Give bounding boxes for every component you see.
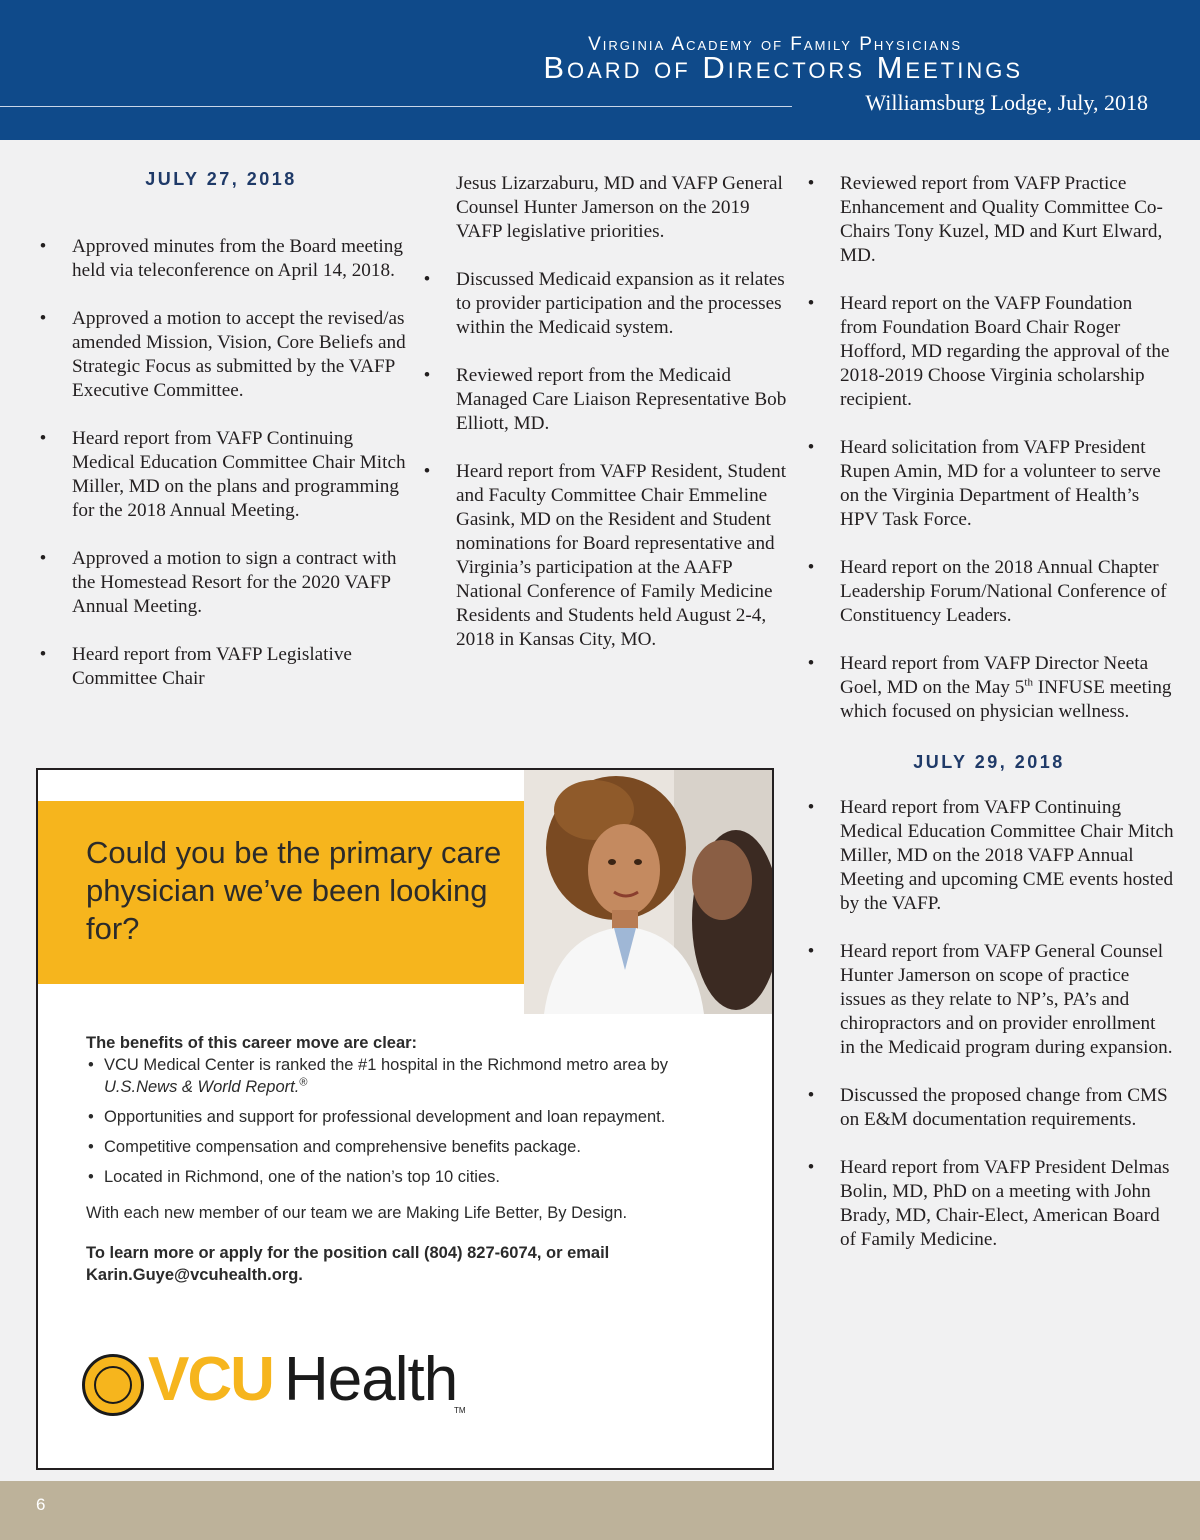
vcu-health-advertisement (36, 768, 774, 1470)
list-item: • Heard report on the VAFP Foundation from Foundation Board Chair Roger Hofford, MD regarding the approval of the 2018-2019 Choose Virginia scholarship recipient. (807, 293, 1170, 410)
list-item: • Heard report from VAFP Continuing Medical Education Committee Chair Mitch Miller, MD on the plans and programming for the 2018 Annual Meeting. (39, 428, 406, 521)
list-item: • Discussed the proposed change from CMS on E&M documentation requirements. (807, 1085, 1168, 1130)
list-item: • Competitive compensation and comprehensive benefits package. (88, 1138, 581, 1156)
list-item: • Approved minutes from the Board meeting held via teleconference on April 14, 2018. (39, 236, 403, 281)
list-item: • Heard report from VAFP Director Neeta Goel, MD on the May 5th INFUSE meeting which focused on physician wellness. (807, 653, 1172, 722)
ad-body (86, 1032, 736, 1286)
list-item: • Heard report from VAFP Resident, Student and Faculty Committee Chair Emmeline Gasink, MD on the Resident and Student nominations for Board representative and Virginia’s participation at the AAFP National Conference of Family Medicine Residents and Students held August 2-4, 2018 in Kansas City, MO. (423, 461, 787, 650)
logo-trademark: TM (454, 1406, 466, 1415)
section-date-july-27: JULY 27, 2018 (145, 169, 297, 189)
list-item: • Located in Richmond, one of the nation’s top 10 cities. (88, 1168, 500, 1186)
list-item: • Heard report from VAFP President Delmas Bolin, MD, PhD on a meeting with John Brady, MD, Chair-Elect, American Board of Family Medicine. (807, 1157, 1170, 1250)
page-footer (0, 1481, 1200, 1540)
header-rule (0, 106, 792, 107)
list-item: • Approved a motion to sign a contract with the Homestead Resort for the 2020 VAFP Annual Meeting. (39, 548, 397, 617)
list-item: • Reviewed report from the Medicaid Managed Care Liaison Representative Bob Elliott, MD. (423, 365, 787, 434)
list-item: • Opportunities and support for professional development and loan repayment. (88, 1108, 666, 1126)
physician-photo (524, 770, 772, 1014)
university-seal-icon (82, 1354, 144, 1416)
list-item: • Discussed Medicaid expansion as it relates to provider participation and the processes within the Medicaid system. (423, 269, 785, 338)
ad-headline: Could you be the primary care physician we’ve been looking for? (86, 835, 502, 946)
column-2 (420, 172, 790, 676)
section-date-july-29: JULY 29, 2018 (913, 752, 1065, 772)
logo-health: Health (284, 1345, 458, 1414)
column-3 (804, 172, 1174, 1276)
page-number: 6 (36, 1495, 46, 1514)
list-item: • Heard solicitation from VAFP President Rupen Amin, MD for a volunteer to serve on the Virginia Department of Health’s HPV Task Force. (807, 437, 1161, 530)
list-item: • Heard report from VAFP General Counsel Hunter Jamerson on scope of practice issues as they relate to NP’s, PA’s and chiropractors and on provider enrollment in the Medicaid program during expansion. (807, 941, 1173, 1058)
july-27-list-cont (420, 268, 790, 652)
list-item: • Heard report from VAFP Continuing Medical Education Committee Chair Mitch Miller, MD on the 2018 VAFP Annual Meeting and upcoming CME events hosted by the VAFP. (807, 797, 1174, 914)
list-item: • VCU Medical Center is ranked the #1 hospital in the Richmond metro area by U.S.News & World Report.® (88, 1056, 669, 1096)
benefits-heading: The benefits of this career move are clear: (86, 1034, 418, 1052)
organization-name: Virginia Academy of Family Physicians (588, 34, 962, 55)
july-29-list (804, 796, 1174, 1252)
page-subtitle: Williamsburg Lodge, July, 2018 (865, 90, 1148, 115)
page-title: Board of Directors Meetings (543, 50, 1023, 85)
list-item: • Reviewed report from VAFP Practice Enhancement and Quality Committee Co-Chairs Tony Kuzel, MD and Kurt Elward, MD. (807, 173, 1163, 266)
column-1 (36, 165, 406, 715)
benefits-list (86, 1054, 736, 1188)
ad-tagline: With each new member of our team we are Making Life Better, By Design. (86, 1204, 628, 1222)
list-item: • Approved a motion to accept the revised/as amended Mission, Vision, Core Beliefs and Strategic Focus as submitted by the VAFP Executive Committee. (39, 308, 406, 401)
list-item-continuation: Jesus Lizarzaburu, MD and VAFP General Counsel Hunter Jamerson on the 2019 VAFP legislative priorities. (456, 173, 783, 242)
page-header (0, 0, 1200, 140)
list-item: • Heard report on the 2018 Annual Chapter Leadership Forum/National Conference of Constituency Leaders. (807, 557, 1167, 626)
july-27-list-cont-2 (804, 172, 1174, 724)
logo-vcu: VCU (148, 1345, 273, 1414)
ad-call-to-action: To learn more or apply for the position call (804) 827-6074, or email Karin.Guye@vcuhealth.org. (86, 1244, 610, 1284)
july-27-list (36, 235, 406, 691)
list-item: • Heard report from VAFP Legislative Committee Chair (39, 644, 352, 689)
vcu-health-logo (82, 1345, 512, 1420)
